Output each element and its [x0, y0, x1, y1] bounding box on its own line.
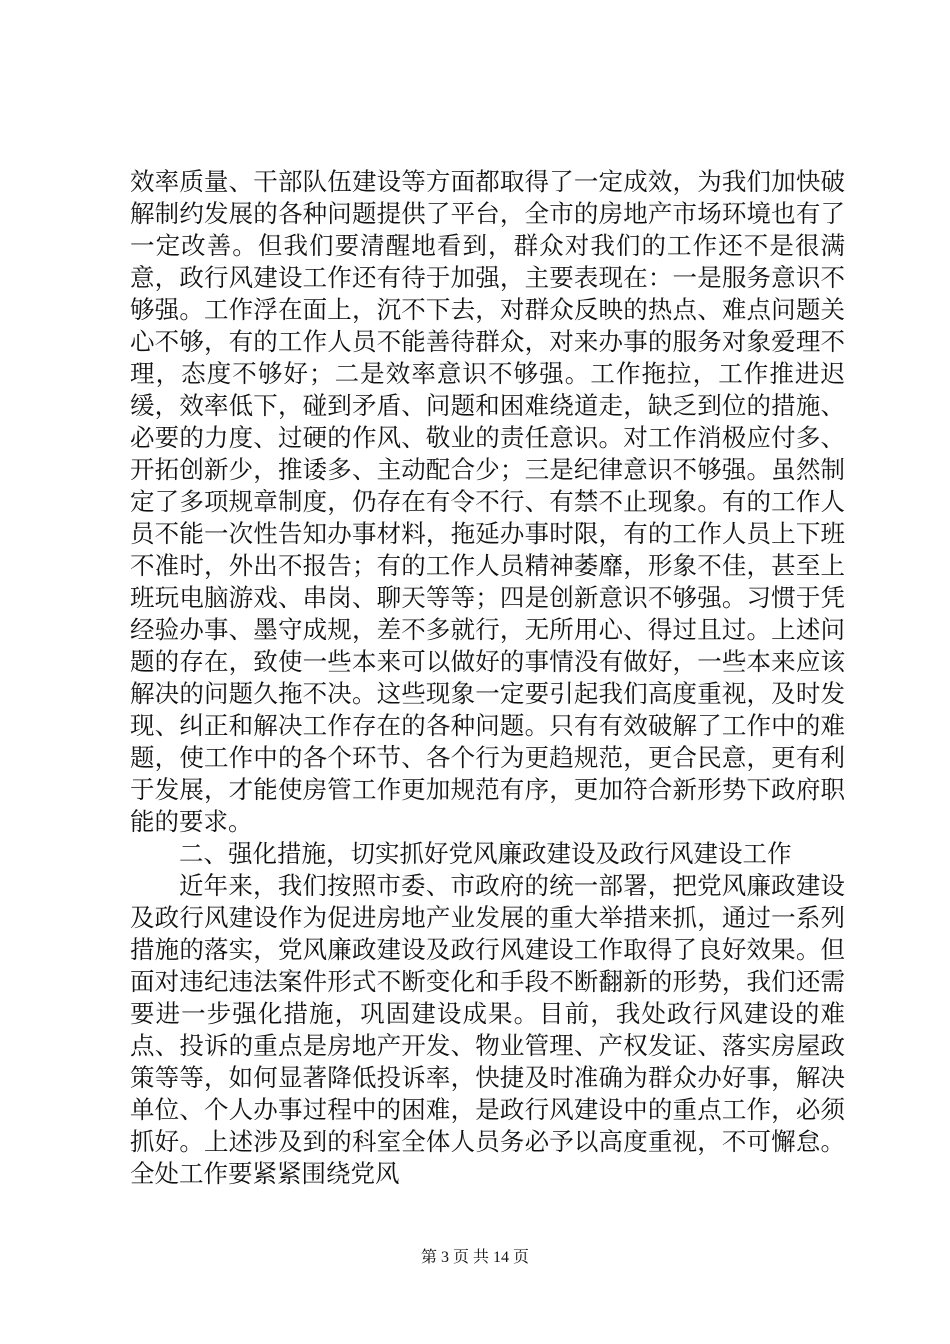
document-body	[130, 166, 845, 1190]
page-footer	[0, 1244, 950, 1267]
body-paragraph-2: 近年来，我们按照市委、市政府的统一部署，把党风廉政建设及政行风建设作为促进房地产业发展的重大举措来抓，通过一系列措施的落实，党风廉政建设及政行风建设工作取得了良好效果。但面对违纪违法案件形式不断变化和手段不断翻新的形势，我们还需要进一步强化措施，巩固建设成果。目前，我处政行风建设的难点、投诉的重点是房地产开发、物业管理、产权发证、落实房屋政策等等，如何显著降低投诉率，快捷及时准确为群众办好事，解决单位、个人办事过程中的困难，是政行风建设中的重点工作，必须抓好。上述涉及到的科室全体人员务必予以高度重视，不可懈怠。全处工作要紧紧围绕党风	[130, 871, 845, 1188]
section-heading: 二、强化措施，切实抓好党风廉政建设及政行风建设工作	[179, 839, 792, 868]
body-paragraph-1: 效率质量、干部队伍建设等方面都取得了一定成效，为我们加快破解制约发展的各种问题提供了平台，全市的房地产市场环境也有了一定改善。但我们要清醒地看到，群众对我们的工作还不是很满意，政行风建设工作还有待于加强，主要表现在：一是服务意识不够强。工作浮在面上，沉不下去，对群众反映的热点、难点问题关心不够，有的工作人员不能善待群众，对来办事的服务对象爱理不理，态度不够好；二是效率意识不够强。工作拖拉，工作推进迟缓，效率低下，碰到矛盾、问题和困难绕道走，缺乏到位的措施、必要的力度、过硬的作风、敬业的责任意识。对工作消极应付多、开拓创新少，推诿多、主动配合少；三是纪律意识不够强。虽然制定了多项规章制度，仍存在有令不行、有禁不止现象。有的工作人员不能一次性告知办事材料，拖延办事时限，有的工作人员上下班不准时，外出不报告；有的工作人员精神萎靡，形象不佳，甚至上班玩电脑游戏、串岗、聊天等等；四是创新意识不够强。习惯于凭经验办事、墨守成规，差不多就行，无所用心、得过且过。上述问题的存在，致使一些本来可以做好的事情没有做好，一些本来应该解决的问题久拖不决。这些现象一定要引起我们高度重视，及时发现、纠正和解决工作存在的各种问题。只有有效破解了工作中的难题，使工作中的各个环节、各个行为更趋规范，更合民意，更有利于发展，才能使房管工作更加规范有序，更加符合新形势下政府职能的要求。	[130, 167, 845, 836]
page-number: 第 3 页 共 14 页	[420, 1249, 529, 1266]
